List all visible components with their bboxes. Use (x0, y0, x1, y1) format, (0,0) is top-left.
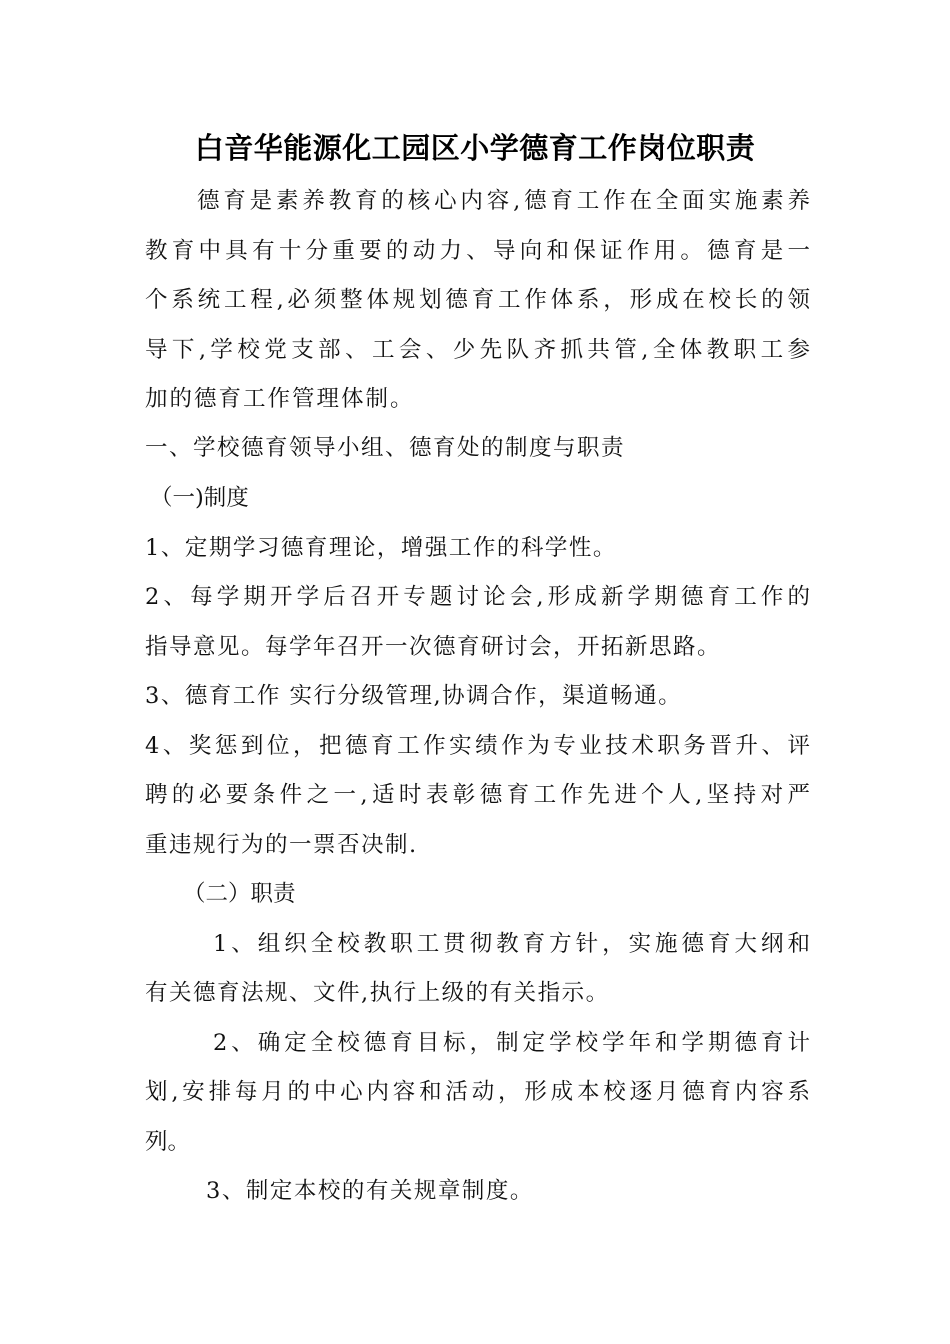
paragraph-line: 教育中具有十分重要的动力、导向和保证作用。德育是一 (145, 238, 810, 264)
list-item-continuation: 重违规行为的一票否决制. (145, 832, 418, 858)
list-item-continuation: 有关德育法规、文件,执行上级的有关指示。 (145, 980, 610, 1006)
list-item: 2、每学期开学后召开专题讨论会,形成新学期德育工作的 (145, 584, 810, 610)
list-item: 3、制定本校的有关规章制度。 (206, 1178, 534, 1204)
list-item-continuation: 列。 (145, 1129, 191, 1155)
subsection-heading: （一)制度 (150, 485, 249, 511)
list-item: 4、奖惩到位，把德育工作实绩作为专业技术职务晋升、评 (145, 733, 810, 759)
list-item: 1、定期学习德育理论，增强工作的科学性。 (145, 535, 617, 561)
list-item-continuation: 聘的必要条件之一,适时表彰德育工作先进个人,坚持对严 (145, 782, 810, 808)
document-title: 白音华能源化工园区小学德育工作岗位职责 (194, 131, 756, 165)
subsection-heading: （二）职责 (183, 881, 296, 907)
list-item: 1、组织全校教职工贯彻教育方针，实施德育大纲和 (213, 931, 810, 957)
list-item-continuation: 划,安排每月的中心内容和活动，形成本校逐月德育内容系 (145, 1079, 810, 1105)
section-heading: 一、学校德育领导小组、德育处的制度与职责 (145, 435, 626, 461)
list-item-continuation: 指导意见。每学年召开一次德育研讨会，开拓新思路。 (145, 634, 722, 660)
paragraph-line: 德育是素养教育的核心内容,德育工作在全面实施素养 (197, 188, 810, 214)
list-item: 2、确定全校德育目标，制定学校学年和学期德育计 (213, 1030, 810, 1056)
paragraph-line: 个系统工程,必须整体规划德育工作体系，形成在校长的领 (145, 287, 810, 313)
list-item: 3、德育工作 实行分级管理,协调合作，渠道畅通。 (145, 683, 683, 709)
paragraph-line: 导下,学校党支部、工会、少先队齐抓共管,全体教职工参 (145, 337, 810, 363)
paragraph-line: 加的德育工作管理体制。 (145, 386, 415, 412)
